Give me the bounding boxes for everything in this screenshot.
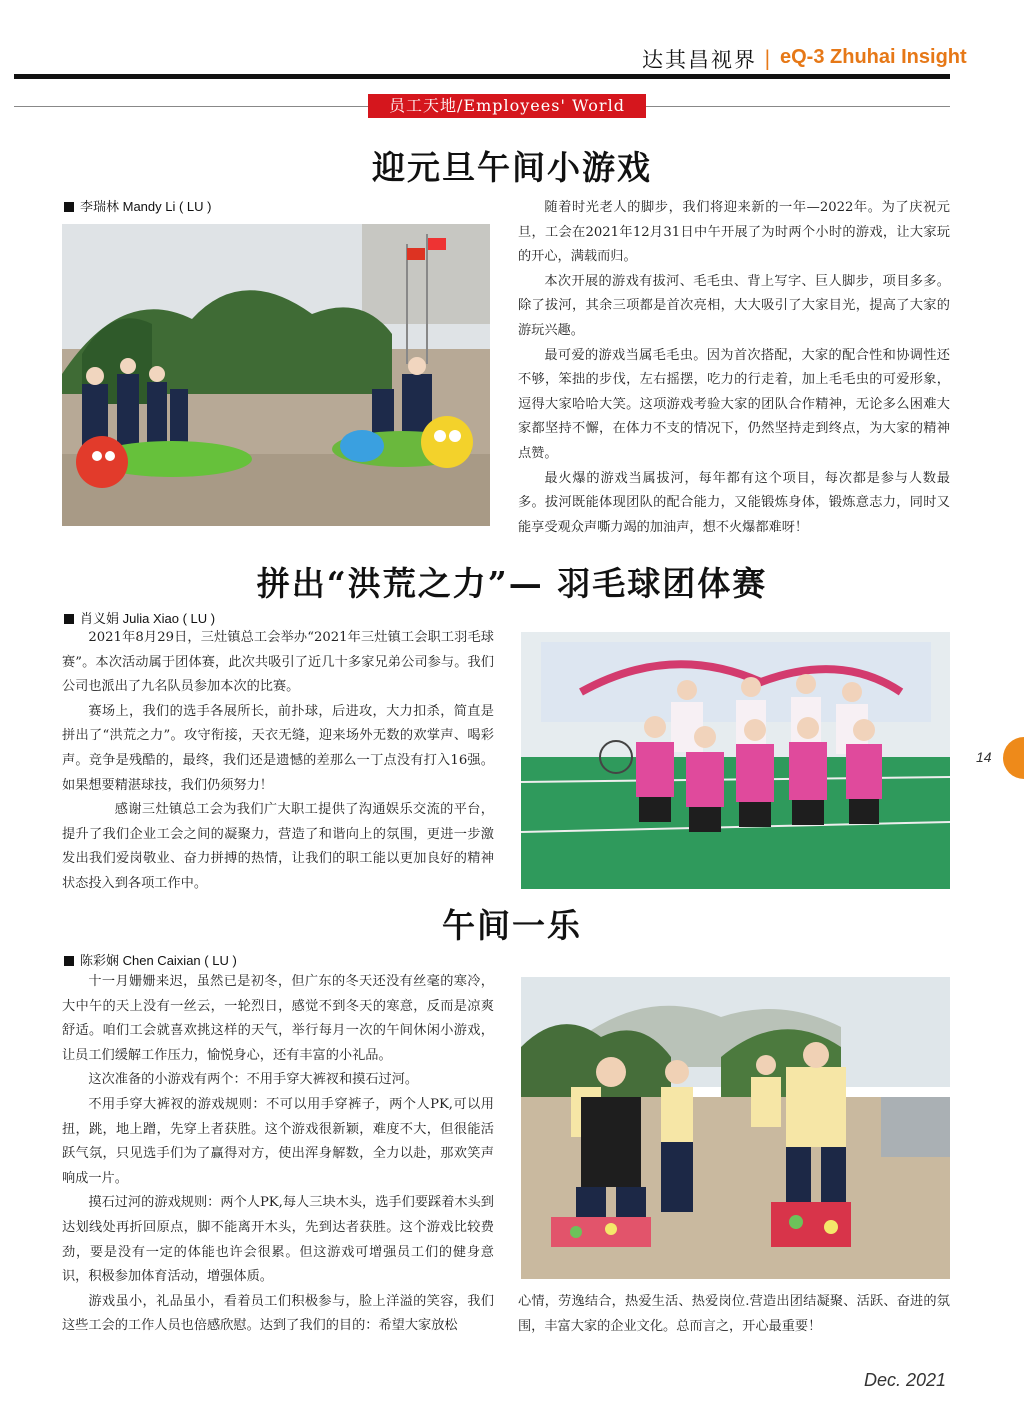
bullet-square-icon [64, 956, 74, 966]
badminton-team-photo [521, 632, 950, 889]
section-tab: 员工天地/Employees' World [368, 94, 646, 118]
article-3-body [62, 970, 494, 1339]
article-2-paragraph: 2021年8月29日，三灶镇总工会举办“2021年三灶镇工会职工羽毛球赛”。本次活动属于团体赛，此次共吸引了近几十多家兄弟公司参与。我们公司也派出了九名队员参加本次的比赛。 [62, 630, 494, 695]
article-1-byline: 李瑞林 Mandy Li ( LU ) [64, 196, 211, 215]
page-number: 14 [976, 749, 992, 765]
article-1-paragraph: 本次开展的游戏有拔河、毛毛虫、背上写字、巨人脚步，项目多多。除了拔河，其余三项都是首次亮相，大大吸引了大家目光，提高了大家的游玩兴趣。 [518, 273, 950, 338]
article-2-paragraph: 赛场上，我们的选手各展所长，前扑球，后进攻，大力扣杀，简直是拼出了“洪荒之力”。攻守衔接，天衣无缝，迎来场外无数的欢掌声、喝彩声。竞争是残酷的，最终，我们还是遗憾的差那么一丁点没有打入16强。如果想要精湛球技，我们仍须努力！ [62, 703, 494, 793]
magazine-title-cn: 达其昌视界 [642, 48, 757, 72]
magazine-title-en: eQ-3 Zhuhai Insight [780, 46, 967, 68]
article-3-paragraph: 不用手穿大裤衩的游戏规则：不可以用手穿裤子，两个人PK,可以用扭，跳，地上蹭，先穿上者获胜。这个游戏很新颖，难度不大，但很能活跃气氛，只见选手们为了赢得对方，使出浑身解数，全力以赴，那欢笑声响成一片。 [62, 1096, 494, 1186]
article-3-paragraph: 摸石过河的游戏规则：两个人PK,每人三块木头，选手们要踩着木头到达划线处再折回原点，脚不能离开木头，先到达者获胜。这个游戏比较费劲，要是没有一定的体能也许会很累。但这游戏可增强员工们的健身意识，积极参加体育活动，增强体质。 [62, 1195, 494, 1285]
article-1-paragraph: 最可爱的游戏当属毛毛虫。因为首次搭配，大家的配合性和协调性还不够，笨拙的步伐，左右摇摆，吃力的行走着，加上毛毛虫的可爱形象，逗得大家哈哈大笑。这项游戏考验大家的团队合作精神，无论多么困难大家都坚持不懈，在体力不支的情况下，仍然坚持走到终点，为大家的精神点赞。 [518, 347, 950, 461]
article-1-paragraph: 随着时光老人的脚步，我们将迎来新的一年—2022年。为了庆祝元旦，工会在2021年12月31日中午开展了为时两个小时的游戏，让大家玩的开心，满载而归。 [518, 200, 950, 265]
article-2-paragraph: 感谢三灶镇总工会为我们广大职工提供了沟通娱乐交流的平台，提升了我们企业工会之间的凝聚力，营造了和谐向上的氛围，更进一步激发出我们爱岗敬业、奋力拼搏的热情，让我们的职工能以更加良好的精神状态投入到各项工作中。 [62, 802, 494, 891]
bullet-square-icon [64, 614, 74, 624]
article-3-paragraph: 这次准备的小游戏有两个：不用手穿大裤衩和摸石过河。 [88, 1072, 419, 1088]
article-3-continuation: 心情，劳逸结合，热爱生活、热爱岗位.营造出团结凝聚、活跃、奋进的氛围，丰富大家的企业文化。总而言之，开心最重要！ [518, 1294, 950, 1334]
article-2-body [62, 626, 494, 897]
caterpillar-game-photo [62, 224, 490, 526]
page-tab-marker [1003, 737, 1024, 779]
article-1-paragraph: 最火爆的游戏当属拔河，每年都有这个项目，每次都是参与人数最多。拔河既能体现团队的配合能力，又能锻炼身体，锻炼意志力，同时又能享受观众声嘶力竭的加油声，想不火爆都难呀！ [518, 470, 950, 535]
article-2-title: 拼出“洪荒之力”— 羽毛球团体赛 [256, 564, 768, 603]
pants-game-photo [521, 977, 950, 1279]
article-1-title: 迎元旦午间小游戏 [372, 148, 652, 187]
header-rule [14, 74, 950, 79]
header-separator: | [764, 46, 771, 70]
article-1-body [518, 196, 950, 540]
bullet-square-icon [64, 202, 74, 212]
article-3-paragraph: 游戏虽小，礼品虽小，看着员工们积极参与，脸上洋溢的笑容，我们这些工会的工作人员也倍感欣慰。达到了我们的目的：希望大家放松 [62, 1293, 494, 1334]
issue-date: Dec. 2021 [864, 1370, 947, 1390]
article-3-byline: 陈彩娴 Chen Caixian ( LU ) [64, 950, 237, 969]
article-3-title: 午间一乐 [442, 906, 582, 945]
article-3-paragraph: 十一月姗姗来迟，虽然已是初冬，但广东的冬天还没有丝毫的寒冷，大中午的天上没有一丝云，一轮烈日，感觉不到冬天的寒意，反而是凉爽舒适。咱们工会就喜欢挑这样的天气，举行每月一次的午间休闲小游戏，让员工们缓解工作压力，愉悦身心，还有丰富的小礼品。 [62, 974, 494, 1063]
article-2-byline: 肖义娟 Julia Xiao ( LU ) [64, 608, 215, 627]
